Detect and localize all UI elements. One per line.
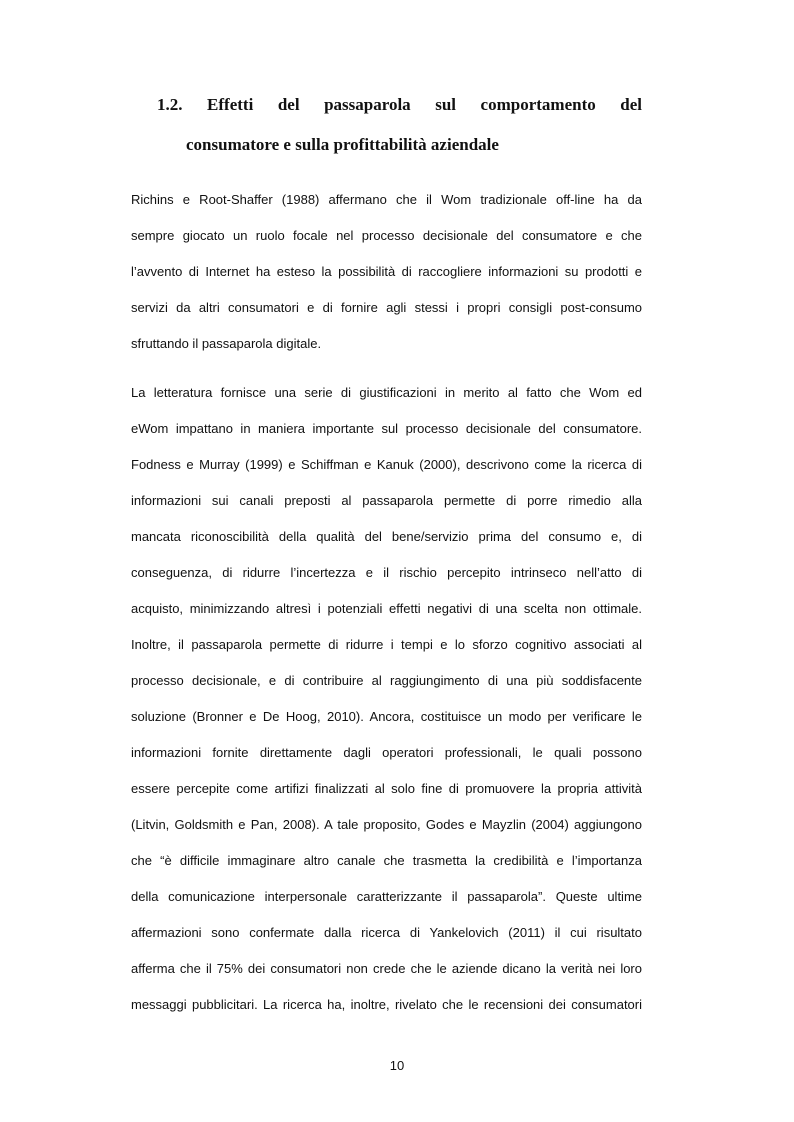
text-line: che “è difficile immaginare altro canale che trasmetta la credibilità e l’importanza — [131, 853, 642, 868]
text-line: sempre giocato un ruolo focale nel processo decisionale del consumatore e che — [131, 228, 642, 243]
text-line: Inoltre, il passaparola permette di ridurre i tempi e lo sforzo cognitivo associati al — [131, 637, 642, 652]
text-line: eWom impattano in maniera importante sul processo decisionale del consumatore. — [131, 421, 642, 436]
text-line: Richins e Root-Shaffer (1988) affermano che il Wom tradizionale off-line ha da — [131, 192, 642, 207]
text-line: informazioni sui canali preposti al passaparola permette di porre rimedio alla — [131, 493, 642, 508]
text-line: acquisto, minimizzando altresì i potenziali effetti negativi di una scelta non ottimale. — [131, 601, 642, 616]
page-number: 10 — [389, 1058, 405, 1073]
text-line: afferma che il 75% dei consumatori non crede che le aziende dicano la verità nei loro — [131, 961, 642, 976]
text-line: essere percepite come artifizi finalizzati al solo fine di promuovere la propria attività — [131, 781, 642, 796]
text-line: informazioni fornite direttamente dagli operatori professionali, le quali possono — [131, 745, 642, 760]
text-line: Fodness e Murray (1999) e Schiffman e Kanuk (2000), descrivono come la ricerca di — [131, 457, 642, 472]
text-line: mancata riconoscibilità della qualità del bene/servizio prima del consumo e, di — [131, 529, 642, 544]
text-line: messaggi pubblicitari. La ricerca ha, inoltre, rivelato che le recensioni dei consumatori — [131, 997, 642, 1012]
text-line: l’avvento di Internet ha esteso la possibilità di raccogliere informazioni su prodotti e — [131, 264, 642, 279]
text-line: sfruttando il passaparola digitale. — [131, 336, 322, 351]
text-line: processo decisionale, e di contribuire al raggiungimento di una più soddisfacente — [131, 673, 642, 688]
text-line: affermazioni sono confermate dalla ricerca di Yankelovich (2011) il cui risultato — [131, 925, 642, 940]
text-line: soluzione (Bronner e De Hoog, 2010). Ancora, costituisce un modo per verificare le — [131, 709, 642, 724]
text-line: della comunicazione interpersonale caratterizzante il passaparola”. Queste ultime — [131, 889, 642, 904]
text-line: conseguenza, di ridurre l’incertezza e il rischio percepito intrinseco nell’atto di — [131, 565, 642, 580]
text-line: (Litvin, Goldsmith e Pan, 2008). A tale proposito, Godes e Mayzlin (2004) aggiungono — [131, 817, 642, 832]
section-heading-line-1: 1.2. Effetti del passaparola sul comportamento del — [157, 95, 642, 114]
section-heading-line-2: consumatore e sulla profittabilità aziendale — [186, 135, 499, 154]
text-line: servizi da altri consumatori e di fornire agli stessi i propri consigli post-consumo — [131, 300, 642, 315]
text-line: La letteratura fornisce una serie di giustificazioni in merito al fatto che Wom ed — [131, 385, 642, 400]
